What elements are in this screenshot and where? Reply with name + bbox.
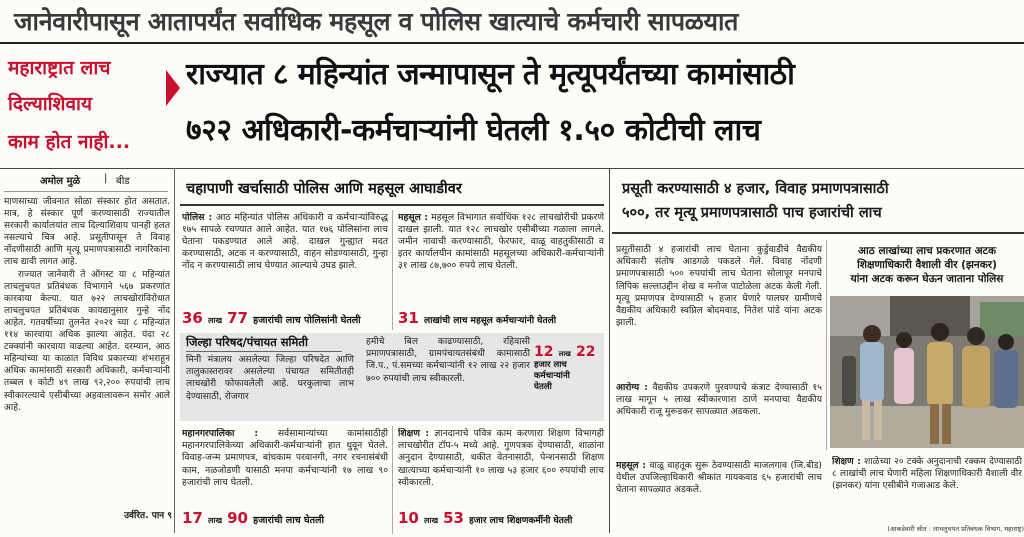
photo-caption-line-3: यांना अटक करून घेऊन जाताना पोलिस — [850, 273, 1004, 285]
education-stat-text: हजार लाच शिक्षणकर्मीनी घेतली — [469, 516, 573, 526]
revenue2-label: महसूल : — [616, 461, 646, 471]
education2-label: शिक्षण : — [832, 457, 861, 467]
zp-stat-num2: 22 — [575, 344, 596, 360]
municipal-block — [182, 428, 388, 506]
health-block — [616, 382, 822, 442]
revenue-label: महसूल : — [398, 212, 429, 223]
kicker-arrow — [166, 70, 180, 106]
main-headline — [180, 48, 1024, 166]
kicker-line-2: दिल्याशिवाय — [8, 93, 92, 115]
zp-stat — [534, 341, 602, 393]
municipal-stat-unit: लाख — [207, 516, 223, 525]
health-label: आरोग्य : — [616, 383, 648, 393]
police-stat-num2: 77 — [227, 309, 248, 327]
police-text: आठ महिन्यांत पोलिस अधिकारी व कर्मचाऱ्यांविरुद्ध १७५ सापळे रचण्यात आले आहेत. यात १७६ पोलिसांना लाच घेताना पकडण्यात आले आहे. दाखल गुन्ह्यात मदत करण्यासाठी, अटक न करण्यासाठी, वाहन सोडण्यासाठी, गुन्हा नोंद न करण्यासाठी लाच घेण्यात आल्याचे उघड झाले. — [182, 212, 388, 271]
municipal-stat-text: हजारांची लाच घेतली — [253, 515, 324, 526]
byline-sep: | — [104, 173, 108, 184]
education-stat-num1: 10 — [398, 509, 419, 527]
education-stat-num2: 53 — [443, 509, 464, 527]
right-para-1: प्रसूतीसाठी ४ हजारांची लाच घेताना कुर्डुवाडीचे वैद्यकीय अधिकारी संतोष आडगळे पकडले गेले. विवाह नोंदणी प्रमाणपत्रासाठी ५०० रुपयांची लाच घेताना सोलापूर मनपाचे लिपिक सल्लाउद्दीन शेख व मनोज पाटोळेला अटक केली गेली. मृत्यू प्रमाणपत्र देण्यासाठी ५ हजार घेणारे पालघर ग्रामीणचे वैद्यकीय अधिकारी स्वप्निल बोदमवाड, नितेश पांडे यांना अटक झाली. — [616, 245, 822, 329]
revenue-stat-text: लाखांची लाच महसूल कर्मचाऱ्यांनी घेतली — [423, 316, 557, 326]
zp-title-rule — [186, 351, 342, 352]
revenue2-block — [616, 460, 822, 520]
right-title-rule — [612, 232, 1024, 234]
municipal-stat-num2: 90 — [227, 509, 248, 527]
police-stat-text: हजारांची लाच पोलिसांनी घेतली — [253, 315, 361, 326]
right-title-line-2: ५००, तर मृत्यू प्रमाणपत्रासाठी पाच हजारांची लाच — [622, 205, 882, 221]
col-divider-1 — [174, 168, 175, 533]
news-photo-illustration — [830, 296, 1024, 448]
center-inner-divider — [392, 210, 393, 330]
municipal-text: सर्वसामान्यांच्या कामांसाठीही महानगरपालिकेच्या अधिकारी-कर्मचाऱ्यांनी हात धुवून घेतले. विवाह-जन्म प्रमाणपत्र, बांधकाम परवानगी, नगर रचनासंबंधी काम, नळजोडणी यासाठी मनपा कर्मचाऱ्यांनी १७ लाख ९० हजारांची लाच घेतली. — [182, 428, 388, 488]
col-divider-2 — [609, 168, 610, 533]
photo-caption-line-2: शिक्षणाधिकारी वैशाली वीर (झनकर) — [857, 259, 997, 271]
revenue2-text: वाळू वाहतूक सुरू ठेवण्यासाठी माजलगाव (जि.बीड) येथील उपजिल्हाधिकारी श्रीकांत गायकवाड ६५ हजारांची लाच घेताना सापळ्यात अडकले. — [616, 461, 822, 496]
police-stat-unit: लाख — [207, 316, 223, 325]
byline — [0, 170, 172, 190]
headline-line-2: ७२२ अधिकारी-कर्मचाऱ्यांनी घेतली १.५० कोटीची लाच — [186, 113, 761, 148]
right-title — [614, 176, 1024, 228]
kicker-box — [0, 48, 172, 166]
banner-rule — [0, 42, 1024, 44]
education-block — [398, 428, 604, 506]
source-note: (आकडेवारी स्रोत : लाचलुचपत प्रतिबंधक विभाग, महाराष्ट्र) — [887, 525, 1024, 533]
zp-stat-line3: कर्मचाऱ्यांनी — [534, 371, 570, 381]
revenue-stat — [398, 308, 608, 328]
zp-text-right: हमीचे बिल काढण्यासाठी, रहिवासी प्रमाणपत्रासाठी, ग्रामपंचायतसंबंधी कामासाठी जि.प., पं.समच्या कर्मचाऱ्यांनी १२ लाख २२ हजार ७०० रुपयांची लाच स्वीकारली. — [366, 337, 530, 384]
revenue-block — [398, 212, 604, 307]
left-para-2: राज्यात जानेवारी ते ऑगस्ट या ८ महिन्यांत लाचलुचपत प्रतिबंधक विभागाने ५६७ प्रकरणांत कारवाया केल्या. यात ७२२ लाचखोरांविरोधात लाचलुचपत प्रतिबंधक कायद्यानुसार गुन्हे नोंद आहेत. गतवर्षीच्या तुलनेत २०२१ च्या ८ महिन्यांत ११४ कारवाया अधिक झाल्या आहेत. यंदा २८ टक्क्यांनी कारवाया वाढल्या आहेत. दरम्यान, आठ महिन्यांच्या या काळात विविध प्रकारच्या शंभराहून अधिक कामांसाठी सरकारी अधिकारी, कर्मचाऱ्यांनी तब्बल १ कोटी ४९ लाख ९२,२०० रुपयांची लाच स्वीकारल्याचे एसीबीच्या अहवालावरून समोर आले आहे. — [4, 269, 170, 413]
education-stat-unit: लाख — [423, 516, 439, 525]
left-para-1: माणसाच्या जीवनात सोळा संस्कार होत असतात. मात्र, हे संस्कार पूर्ण करण्यासाठी राज्यातील सरकारी कार्यालयांत लाच दिल्याशिवाय पानही हलत नसल्याचे चित्र आहे. प्रसूतीपासून ते विवाह नोंदणीसाठी आणि मृत्यू प्रमाणपत्रासाठी नागरिकांना लाच द्यावी लागत आहे. — [4, 197, 170, 268]
kicker-line-1: महाराष्ट्रात लाच — [8, 57, 111, 79]
police-stat-num1: 36 — [182, 309, 203, 327]
zp-stat-num1: 12 — [534, 344, 554, 360]
zp-stat-line2: हजार लाच — [534, 360, 567, 370]
byline-rule — [4, 191, 168, 192]
education-text: ज्ञानदानाचे पवित्र काम करणारा शिक्षण विभागही लाचखोरीत टॉप-५ मध्ये आहे. गुणपत्रक देण्यासाठी, शाळांना अनुदान देण्यासाठी, थकीत वेतनासाठी, पेन्शनसाठी शिक्षण खात्याच्या कर्मचाऱ्यांनी १० लाख ५३ हजार ६०० रुपयांची लाच स्वीकारली. — [398, 428, 604, 488]
municipal-stat — [182, 508, 392, 530]
kicker-line-3: काम होत नाही... — [8, 131, 131, 153]
photo-caption-line-1: आठ लाखांच्या लाच प्रकरणात अटक — [857, 245, 997, 257]
zp-box — [180, 333, 604, 421]
center-section-title: चहापाणी खर्चासाठी पोलिस आणि महसूल आघाडीवर — [186, 181, 462, 197]
health-text: वैद्यकीय उपकरणे पुरवण्याचे कंत्राट देण्यासाठी १५ लाख मागून ५ लाख स्वीकारणारा ठाणे मनपाचा वैद्यकीय अधिकारी राजू मुरूडकर सापळ्यात अडकला. — [616, 383, 822, 418]
zp-title: जिल्हा परिषद/पंचायत समिती — [186, 335, 308, 349]
top-banner — [0, 0, 1024, 42]
center-inner-divider-2 — [392, 426, 393, 534]
education2-block — [832, 456, 1022, 520]
continued-note: उर्वरित. पान ९ — [124, 511, 172, 521]
police-stat — [182, 308, 392, 328]
left-article — [4, 196, 170, 526]
police-block — [182, 212, 388, 307]
zp-stat-line4: घेतली — [534, 382, 552, 392]
photo-caption — [830, 244, 1024, 296]
education2-text: शाळेच्या २० टक्के अनुदानाची रक्कम देण्यासाठी ८ लाखांची लाच घेणारी महिला शिक्षणाधिकारी वैशाली वीर (झनकर) यांना एसीबीने गजाआड केले. — [832, 457, 1022, 492]
education-label: शिक्षण : — [398, 428, 430, 439]
zp-stat-unit: लाख — [558, 350, 571, 358]
right-title-line-1: प्रसूती करण्यासाठी ४ हजार, विवाह प्रमाणपत्रासाठी — [622, 181, 889, 197]
news-photo — [830, 296, 1024, 448]
headline-line-1: राज्यात ८ महिन्यांत जन्मापासून ते मृत्यूपर्यंतच्या कामांसाठी — [186, 57, 795, 92]
headline-rule — [0, 168, 1024, 169]
municipal-label: महानगरपालिका : — [182, 428, 259, 439]
byline-name: अमोल मुळे — [40, 176, 81, 187]
zp-text-left: मिनी मंत्रालय असलेल्या जिल्हा परिषदेत आणि तालुकास्तरावर असलेल्या पंचायत समितीतही लाचखोरी फोफावलेली आहे. घरकुलाचा लाभ देण्यासाठी, रोजगार — [186, 355, 354, 402]
center-title-rule — [180, 204, 604, 206]
municipal-stat-num1: 17 — [182, 509, 203, 527]
revenue-text: महसूल विभागात सर्वाधिक १२८ लाचखोरीची प्रकरणे दाखल झाली. यात १२८ लाचखोर एसीबीच्या गळाला लागले. जमीन नावाची करण्यासाठी, फेरफार, वाळू वाहतुकीसाठी व इतर कार्यालयीन कामांसाठी महसूलच्या अधिकारी-कर्मचाऱ्यांनी ३१ लाख ८७,७०० रुपये लाच घेतली. — [398, 212, 604, 271]
education-stat — [398, 508, 608, 530]
top-banner-text: जानेवारीपासून आतापर्यंत सर्वाधिक महसूल व पोलिस खात्याचे कर्मचारी सापळयात — [14, 7, 739, 36]
byline-place: बीड — [116, 176, 130, 187]
right-inner-divider — [826, 240, 827, 450]
revenue-stat-num1: 31 — [398, 309, 419, 327]
police-label: पोलिस : — [182, 212, 213, 223]
